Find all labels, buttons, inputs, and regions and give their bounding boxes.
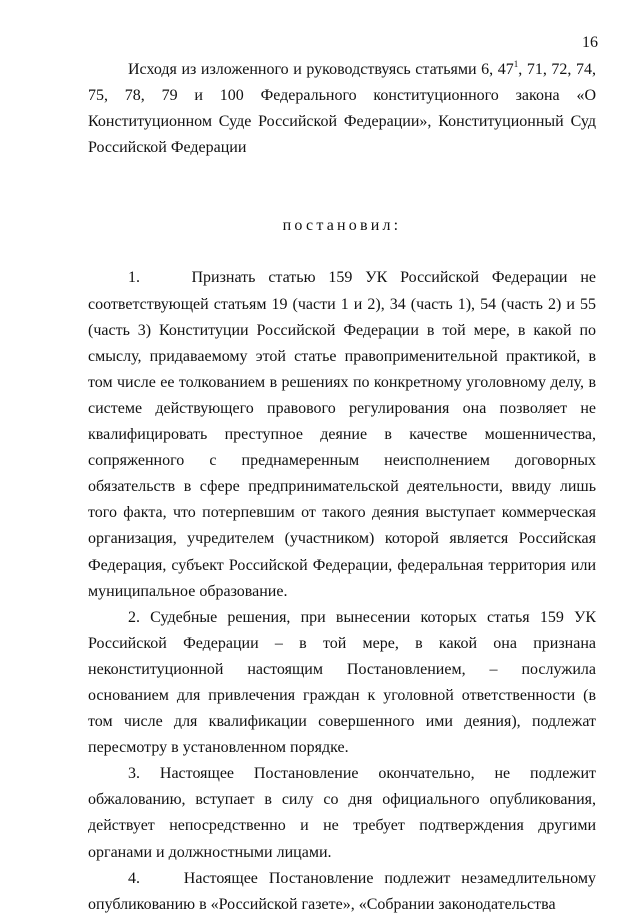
intro-text-start: Исходя из изложенного и руководствуясь статьями 6, 47 <box>128 61 514 78</box>
document-body <box>88 57 596 918</box>
intro-paragraph <box>88 57 596 161</box>
resolution-heading: постановил: <box>282 217 402 235</box>
resolution-item-1: 1. Признать статью 159 УК Российской Федерации не соответствующей статьям 19 (части 1 и 2), 34 (часть 1), 54 (часть 2) и 55 (часть 3) Конституции Российской Федерации в той мере, в какой по смыслу, придаваемому этой статье правоприменительной практикой, в том числе ее толкованием в решениях по конкретному уголовному делу, в системе действующего правового регулирования она позволяет не квалифицировать преступное деяние в качестве мошенничества, сопряженного с преднамеренным неисполнением договорных обязательств в сфере предпринимательской деятельности, ввиду лишь того факта, что потерпевшим от такого деяния выступает коммерческая организация, учредителем (участником) которой является Российская Федерация, субъект Российской Федерации, федеральная территория или муниципальное образование. <box>88 269 596 600</box>
article-superscript: 1 <box>513 59 519 69</box>
resolution-item-2: 2. Судебные решения, при вынесении которых статья 159 УК Российской Федерации – в той мере, в какой она признана неконституционной настоящим Постановлением, – послужила основанием для привлечения граждан к уголовной ответственности (в том числе для квалификации совершенного ими деяния), подлежат пересмотру в установленном порядке. <box>88 608 596 757</box>
resolution-item-4: 4. Настоящее Постановление подлежит незамедлительному опубликованию в «Российской газете», «Собрании законодательства <box>88 869 596 913</box>
resolution-item-3: 3. Настоящее Постановление окончательно, не подлежит обжалованию, вступает в силу со дня официального опубликования, действует непосредственно и не требует подтверждения другими органами и должностными лицами. <box>88 765 596 861</box>
page-number: 16 <box>582 34 598 51</box>
intro-text-end: , 71, 72, 74, 75, 78, 79 и 100 Федерального конституционного закона «О Конституционном Суде Российской Федерации», Конституционный Суд Российской Федерации <box>88 61 597 157</box>
